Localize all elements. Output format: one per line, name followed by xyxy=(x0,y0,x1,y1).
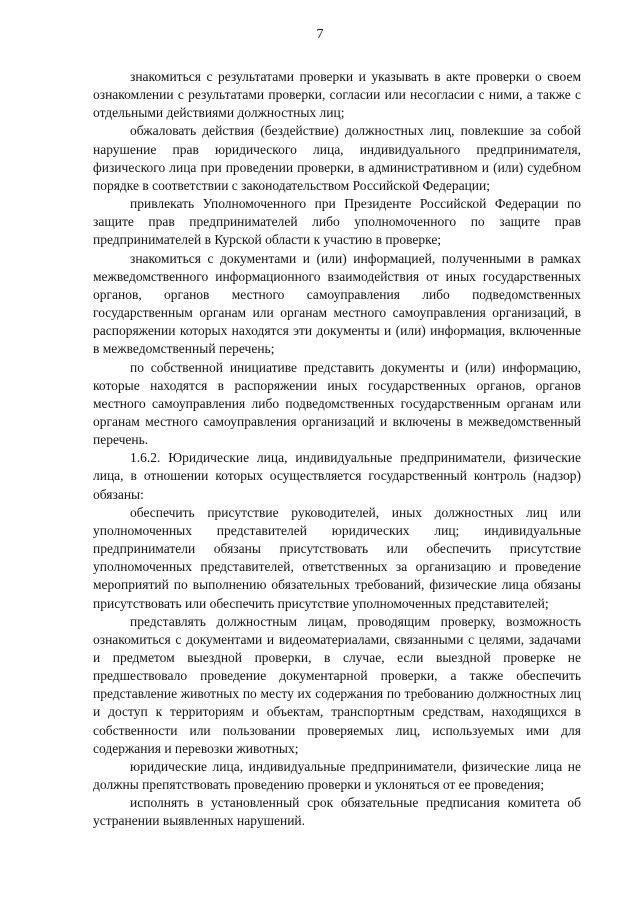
paragraph-duty-presence: обеспечить присутствие руководителей, иных должностных лиц или уполномоченных представителей юридических лиц; индивидуальные предприниматели обязаны присутствовать или обеспечить присутствие уполномоченных представителей, ответственных за организацию и проведение мероприятий по выполнению обязательных требований, физические лица обязаны присутствовать или обеспечить присутствие уполномоченных представителей; xyxy=(93,504,581,611)
paragraph-right-ombudsman: привлекать Уполномоченного при Президенте Российской Федерации по защите прав предпринимателей либо уполномоченного по защите прав предпринимателей в Курской области к участию в проверке; xyxy=(93,196,581,248)
document-body xyxy=(93,68,581,831)
paragraph-duty-orders: исполнять в установленный срок обязательные предписания комитета об устранении выявленных нарушений. xyxy=(93,795,581,829)
paragraph-right-interagency-documents: знакомиться с документами и (или) информацией, полученными в рамках межведомственного информационного взаимодействия от иных государственных органов, органов местного самоуправления либо подведомственных государственным органам или органам местного самоуправления организаций, в распоряжении которых находятся эти документы и (или) информация, включенные в межведомственный перечень; xyxy=(93,250,581,357)
paragraph-right-submit-documents: по собственной инициативе представить документы и (или) информацию, которые находятся в распоряжении иных государственных органов, органов местного самоуправления либо подведомственных государственным органам или органам местного самоуправления организаций и включены в межведомственный перечень. xyxy=(93,359,581,448)
paragraph-section-1-6-2: 1.6.2. Юридические лица, индивидуальные предприниматели, физические лица, в отношении которых осуществляется государственный контроль (надзор) обязаны: xyxy=(93,450,581,502)
page-number: 7 xyxy=(316,27,324,42)
paragraph-right-appeal: обжаловать действия (бездействие) должностных лиц, повлекшие за собой нарушение прав юридического лица, индивидуального предпринимателя, физического лица при проведении проверки, в административном и (или) судебном порядке в соответствии с законодательством Российской Федерации; xyxy=(93,123,581,193)
paragraph-duty-no-obstruction: юридические лица, индивидуальные предприниматели, физические лица не должны препятствовать проведению проверки и уклоняться от ее проведения; xyxy=(93,758,581,793)
paragraph-right-review-results: знакомиться с результатами проверки и указывать в акте проверки о своем ознакомлении с результатами проверки, согласии или несогласии с ними, а также с отдельными действиями должностных лиц; xyxy=(93,69,581,121)
paragraph-duty-access: представлять должностным лицам, проводящим проверку, возможность ознакомиться с документами и видеоматериалами, связанными с целями, задачами и предметом выездной проверки, в случае, если выездной проверке не предшествовало проведение документарной проверки, а также обеспечить представление животных по месту их содержания по требованию должностных лиц и доступ к территориям и объектам, транспортным средствам, находящихся в собственности или пользовании проверяемых лиц, используемых ими для содержания и перевозки животных; xyxy=(93,613,581,756)
